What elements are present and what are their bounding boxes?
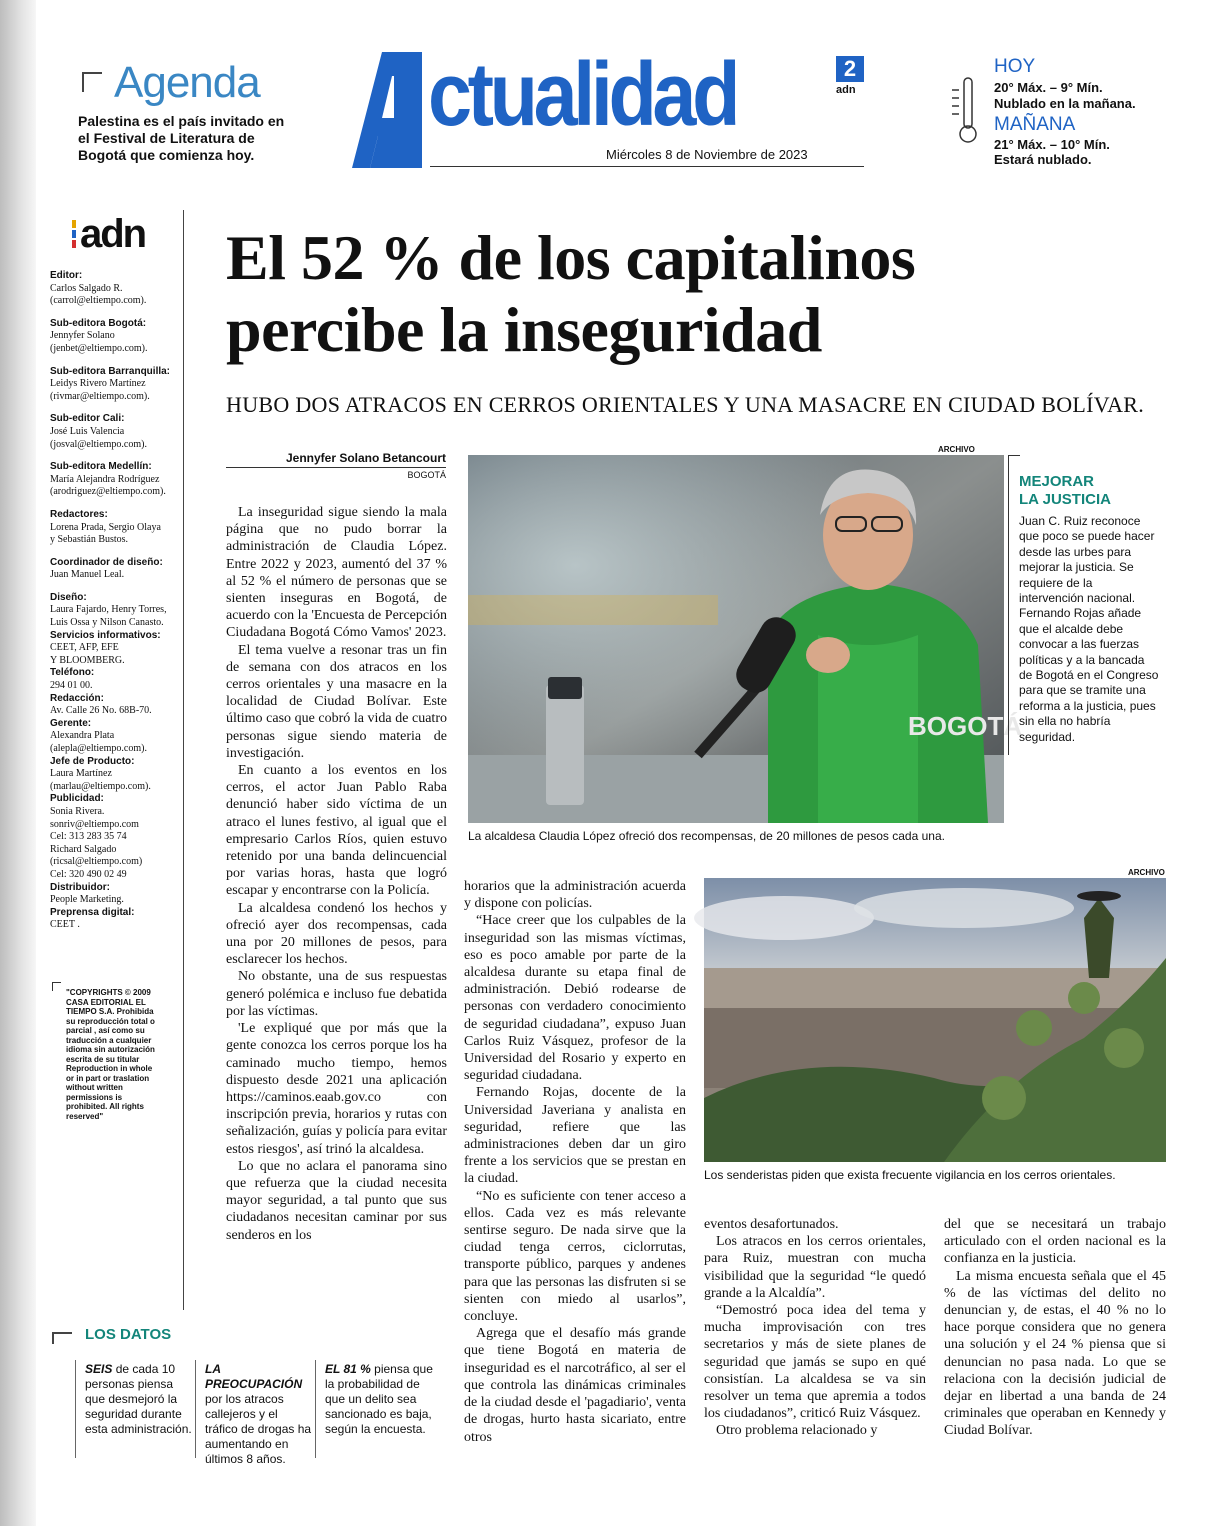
page-number-logo: adn <box>836 84 856 96</box>
sidebar-rule <box>1008 455 1009 755</box>
staff-line: José Luis Valencia <box>50 425 125 437</box>
staff-role: Sub-editora Bogotá: <box>50 317 147 329</box>
staff-line: Jennyfer Solano <box>50 330 115 342</box>
mayor-illustration-icon <box>468 455 1023 823</box>
datos-separator-1 <box>75 1360 76 1458</box>
article-paragraph: del que se necesitará un trabajo articulado con el orden nacional es la confianza en la justicia. <box>944 1217 1166 1267</box>
staff-entry <box>50 557 185 582</box>
agenda-text: Palestina es el país invitado en el Festival de Literatura de Bogotá que comienza hoy. <box>78 113 285 163</box>
staff-line: Alexandra Plata <box>50 730 115 742</box>
staff-line: Laura Martínez <box>50 768 112 780</box>
staff-credits <box>50 270 185 932</box>
staff-line: Cel: 320 490 02 49 <box>50 868 127 880</box>
datos-separator-3 <box>315 1360 316 1458</box>
staff-entry <box>50 461 185 499</box>
weather-today-desc: Nublado en la mañana. <box>994 96 1136 111</box>
article-paragraph: “Hace creer que los culpables de la inseguridad son las mismas víctimas, eso es poco amable por parte de la alcaldesa durante su etapa final de administración. Debió rodearse de personas con verdadero conocimiento de seguridad ciudadana”, expuso Juan Carlos Ruiz Vásquez, profesor de la Universidad del Rosario y experto en seguridad ciudadana. <box>464 913 686 1084</box>
sidebar-title-line-1: MEJORAR <box>1019 473 1095 490</box>
mayor-photo <box>468 455 1023 823</box>
copyright-notice: "COPYRIGHTS © 2009 CASA EDITORIAL EL TIEMPO S.A. Prohibida su reproducción total o parcial , así como su traducción a cualquier idioma sin autorización escrita de su titular Reproduction in whole or in part or traslation without written permissions is prohibited. All rights reserved" <box>66 988 155 1121</box>
staff-role: Diseño: <box>50 591 87 603</box>
photo2-credit: ARCHIVO <box>1128 868 1165 877</box>
staff-entry <box>50 270 185 308</box>
article-paragraph: En cuanto a los eventos en los cerros, el actor Juan Pablo Raba denunció haber sido víctima de un atraco el lunes festivo, al igual que el empresario Carlos Ríos, quien estuvo retenido por una banda delincuencial por varias horas, hasta que logró escapar y encontrarse con la Policía. <box>226 763 447 899</box>
staff-entry <box>50 366 185 404</box>
section-a-logo-icon <box>352 52 422 168</box>
staff-role: Sub-editor Cali: <box>50 413 125 425</box>
staff-line: Carlos Salgado R. <box>50 282 123 294</box>
staff-line: (ricsal@eltiempo.com) <box>50 856 143 868</box>
datos-corner-mark <box>52 1332 72 1344</box>
staff-role: Servicios informativos: <box>50 629 161 641</box>
staff-line: (arodriguez@eltiempo.com). <box>50 486 166 498</box>
article-paragraph: Agrega que el desafío más grande que tiene Bogotá en materia de inseguridad es el narcotráfico, al ser el que controla las dinámicas criminales de la ciudad desde el 'pagadiario', venta de drogas, hurto hasta sicariato, entre otros <box>464 1326 686 1445</box>
staff-line: (marlau@eltiempo.com). <box>50 780 151 792</box>
staff-entry <box>50 907 185 932</box>
thermometer-icon <box>950 76 980 146</box>
article-paragraph: eventos desafortunados. <box>704 1217 839 1232</box>
page-number: 2 <box>836 56 864 82</box>
article-paragraph: Los atracos en los cerros orientales, para Ruiz, muestran con mucha visibilidad que la seguridad “le quedó grande a la Alcaldía”. <box>704 1234 926 1301</box>
staff-line: People Marketing. <box>50 894 124 906</box>
datos-item-1-text: de cada 10 personas piensa que desmejoró la seguridad durante esta administración. <box>85 1362 192 1436</box>
staff-entry <box>50 693 185 718</box>
staff-entry <box>50 630 185 668</box>
datos-item-2 <box>205 1362 313 1467</box>
datos-separator-2 <box>195 1360 196 1458</box>
issue-date: Miércoles 8 de Noviembre de 2023 <box>606 147 808 162</box>
staff-line: Richard Salgado <box>50 843 117 855</box>
staff-role: Publicidad: <box>50 793 104 805</box>
staff-line: (josval@eltiempo.com). <box>50 438 147 450</box>
datos-item-3 <box>325 1362 433 1437</box>
staff-line: (rivmar@eltiempo.com). <box>50 390 150 402</box>
datos-item-2-lead: LA PREOCUPACIÓN <box>205 1362 303 1391</box>
author-name: Jennyfer Solano Betancourt <box>285 451 446 465</box>
sidebar-title <box>1019 473 1111 509</box>
staff-role: Teléfono: <box>50 667 95 679</box>
sidebar-title-line-2: LA JUSTICIA <box>1019 491 1111 508</box>
byline <box>226 451 446 465</box>
staff-role: Gerente: <box>50 717 92 729</box>
copyright-corner-mark <box>52 982 61 991</box>
staff-line: 294 01 00. <box>50 680 93 692</box>
agenda-title: Agenda <box>114 58 260 107</box>
article-subhead: HUBO DOS ATRACOS EN CERROS ORIENTALES Y UNA MASACRE EN CIUDAD BOLÍVAR. <box>226 392 1145 417</box>
staff-line: María Alejandra Rodríguez <box>50 473 160 485</box>
datos-item-3-lead: EL 81 % <box>325 1362 371 1376</box>
sweater-text: BOGOTÁ <box>908 711 1023 741</box>
staff-entry <box>50 667 185 692</box>
staff-entry <box>50 592 185 630</box>
article-column-4 <box>944 1216 1166 1440</box>
datos-item-1 <box>85 1362 193 1437</box>
staff-line: (alepla@eltiempo.com). <box>50 743 147 754</box>
adn-color-bar-icon <box>72 220 78 250</box>
staff-line: y Sebastián Bustos. <box>50 534 129 546</box>
staff-line: Luis Ossa y Nilson Canasto. <box>50 617 164 629</box>
staff-line: Y BLOOMBERG. <box>50 654 125 666</box>
staff-role: Redactores: <box>50 508 108 520</box>
byline-location: BOGOTÁ <box>407 470 446 480</box>
article-paragraph: Lo que no aclara el panorama sino que refuerza que la ciudad necesita mayor seguridad, a tal punto que sus ciudadanos necesitan caminar por sus senderos en los <box>226 1158 447 1243</box>
staff-line: Leidys Rivero Martínez <box>50 378 146 390</box>
article-paragraph: La alcaldesa condenó los hechos y ofreció ayer dos recompensas, cada una por 20 millones de pesos, para esclarecer los hechos. <box>226 900 447 968</box>
masthead-divider <box>430 166 864 167</box>
staff-line: Juan Manuel Leal. <box>50 569 125 581</box>
staff-line: CEET, AFP, EFE <box>50 642 119 654</box>
byline-location-wrap <box>226 470 446 480</box>
article-paragraph: El tema vuelve a resonar tras un fin de semana con dos atracos en los cerros orientales y una masacre en la localidad de Ciudad Bolívar. Este último caso que cobró la vida de cuatro personas sigue siendo materia de investigación. <box>226 642 447 761</box>
article-column-3 <box>704 1216 926 1440</box>
weather-today-label: HOY <box>994 56 1036 77</box>
staff-role: Jefe de Producto: <box>50 755 135 767</box>
staff-line: Av. Calle 26 No. 68B-70. <box>50 705 152 717</box>
staff-entry <box>50 756 185 794</box>
headline-line-1: El 52 % de los capitalinos <box>226 222 916 293</box>
staff-entry <box>50 413 185 451</box>
datos-item-3-text: piensa que la probabilidad de que un delito sea sancionado es baja, según la encuesta. <box>325 1362 433 1436</box>
byline-rule <box>226 467 446 468</box>
article-paragraph: 'Le expliqué que por más que la gente conozca los cerros porque los ha caminado mucho tiempo, hemos dispuesto desde 2021 una aplicación https://caminos.eaab.gov.co con inscripción previa, horarios y rutas con señalización, guías y policía para evitar estos riesgos', así trinó la alcaldesa. <box>226 1021 447 1157</box>
article-paragraph: La inseguridad sigue siendo la mala página que no pudo borrar la administración de Claudia López. Entre 2022 y 2023, aumentó del 37 % al 52 % el número de personas que se sienten inseguras en Bogotá, de acuerdo con la 'Encuesta de Percepción Ciudadana Bogotá Cómo Vamos' 2023. <box>226 505 447 641</box>
staff-entry <box>50 718 185 756</box>
weather-tomorrow-temp: 21° Máx. – 10° Mín. <box>994 137 1110 152</box>
article-column-1 <box>226 504 447 1244</box>
staff-role: Editor: <box>50 270 83 281</box>
article-paragraph: No obstante, una de sus respuestas generó polémica e incluso fue debatida por las víctimas. <box>226 969 447 1019</box>
weather-tomorrow-label: MAÑANA <box>994 114 1076 135</box>
staff-entry <box>50 509 185 547</box>
sidebar-text: Juan C. Ruiz reconoce que poco se puede hacer desde las urbes para mejorar la justicia. Se requiere de la intervención nacional. Fernando Rojas añade que el alcalde debe convocar a las fuerzas políticas y a la bancada de Bogotá en el Congreso para que se tramite una reforma a la justicia, pues sin ella no habría seguridad. <box>1019 514 1159 744</box>
datos-title: LOS DATOS <box>85 1326 172 1343</box>
article-paragraph: horarios que la administración acuerda y dispone con policías. <box>464 879 686 912</box>
sidebar-rule-top <box>1008 455 1020 456</box>
section-title: ctualidad <box>428 45 737 145</box>
staff-line: (jenbet@eltiempo.com). <box>50 342 148 354</box>
headline-line-2: percibe la inseguridad <box>226 294 822 365</box>
staff-line: sonriv@eltiempo.com <box>50 818 139 830</box>
staff-entry <box>50 318 185 356</box>
datos-item-2-text: por los atracos callejeros y el tráfico de drogas ha aumentando en últimos 8 años. <box>205 1392 312 1466</box>
staff-entry <box>50 793 185 881</box>
agenda-corner-mark <box>82 72 102 92</box>
staff-role: Sub-editora Barranquilla: <box>50 365 171 377</box>
staff-role: Redacción: <box>50 692 104 704</box>
staff-role: Distribuidor: <box>50 881 110 893</box>
article-paragraph: “Demostró poca idea del tema y mucha improvisación con tres secretarios y más de siete planes de seguridad que jamás se supo en qué consistían. La alcaldesa se va sin resolver un tema que apremia a todos los ciudadanos”, criticó Ruiz Vásquez. <box>704 1303 926 1422</box>
article-paragraph: Fernando Rojas, docente de la Universidad Javeriana y analista en seguridad, refiere que las administraciones deben dar un giro frente a los servicios que se prestan en la ciudad. <box>464 1085 686 1187</box>
adn-logo: adn <box>80 212 146 256</box>
weather-today-temp: 20° Máx. – 9° Mín. <box>994 80 1103 95</box>
staff-entry <box>50 882 185 907</box>
article-paragraph: La misma encuesta señala que el 45 % de las víctimas del delito no denuncian y, de estas, el 40 % no lo hace porque considera que no genera una solución y el 24 % piensa que si denuncian no pasa nada. Lo que se relaciona con la decisión judicial de dejar en libertad a una banda de 24 criminales que operaban en Kennedy y Ciudad Bolívar. <box>944 1268 1166 1439</box>
datos-item-1-lead: SEIS <box>85 1362 113 1376</box>
article-paragraph: “No es suficiente con tener acceso a ellos. Cada vez es más relevante sentirse seguro. De nada sirve que la ciudad tenga cerros, ciclorrutas, transporte público, parques y andenes para que las personas las disfruten si se sienten con miedo al usarlos”, concluye. <box>464 1188 686 1325</box>
article-headline <box>226 222 1206 366</box>
hills-landscape-icon <box>704 878 1166 1162</box>
photo2-caption: Los senderistas piden que exista frecuente vigilancia en los cerros orientales. <box>704 1168 1116 1182</box>
staff-line: CEET . <box>50 919 80 931</box>
weather-tomorrow-desc: Estará nublado. <box>994 152 1092 167</box>
staff-line: Laura Fajardo, Henry Torres, <box>50 604 167 616</box>
photo1-credit: ARCHIVO <box>938 445 975 454</box>
staff-line: Cel: 313 283 35 74 <box>50 831 127 843</box>
staff-role: Preprensa digital: <box>50 906 135 918</box>
staff-line: Sonia Rivera. <box>50 805 105 817</box>
hills-photo <box>704 878 1166 1162</box>
staff-role: Sub-editora Medellín: <box>50 461 152 473</box>
page-fold-shadow <box>0 0 36 1526</box>
article-paragraph: Otro problema relacionado y <box>716 1423 878 1439</box>
staff-line: Lorena Prada, Sergio Olaya <box>50 521 161 533</box>
photo1-caption: La alcaldesa Claudia López ofreció dos recompensas, de 20 millones de pesos cada una. <box>468 829 945 843</box>
staff-line: (carrol@eltiempo.com). <box>50 295 147 307</box>
article-column-2 <box>464 878 686 1446</box>
staff-role: Coordinador de diseño: <box>50 556 163 568</box>
